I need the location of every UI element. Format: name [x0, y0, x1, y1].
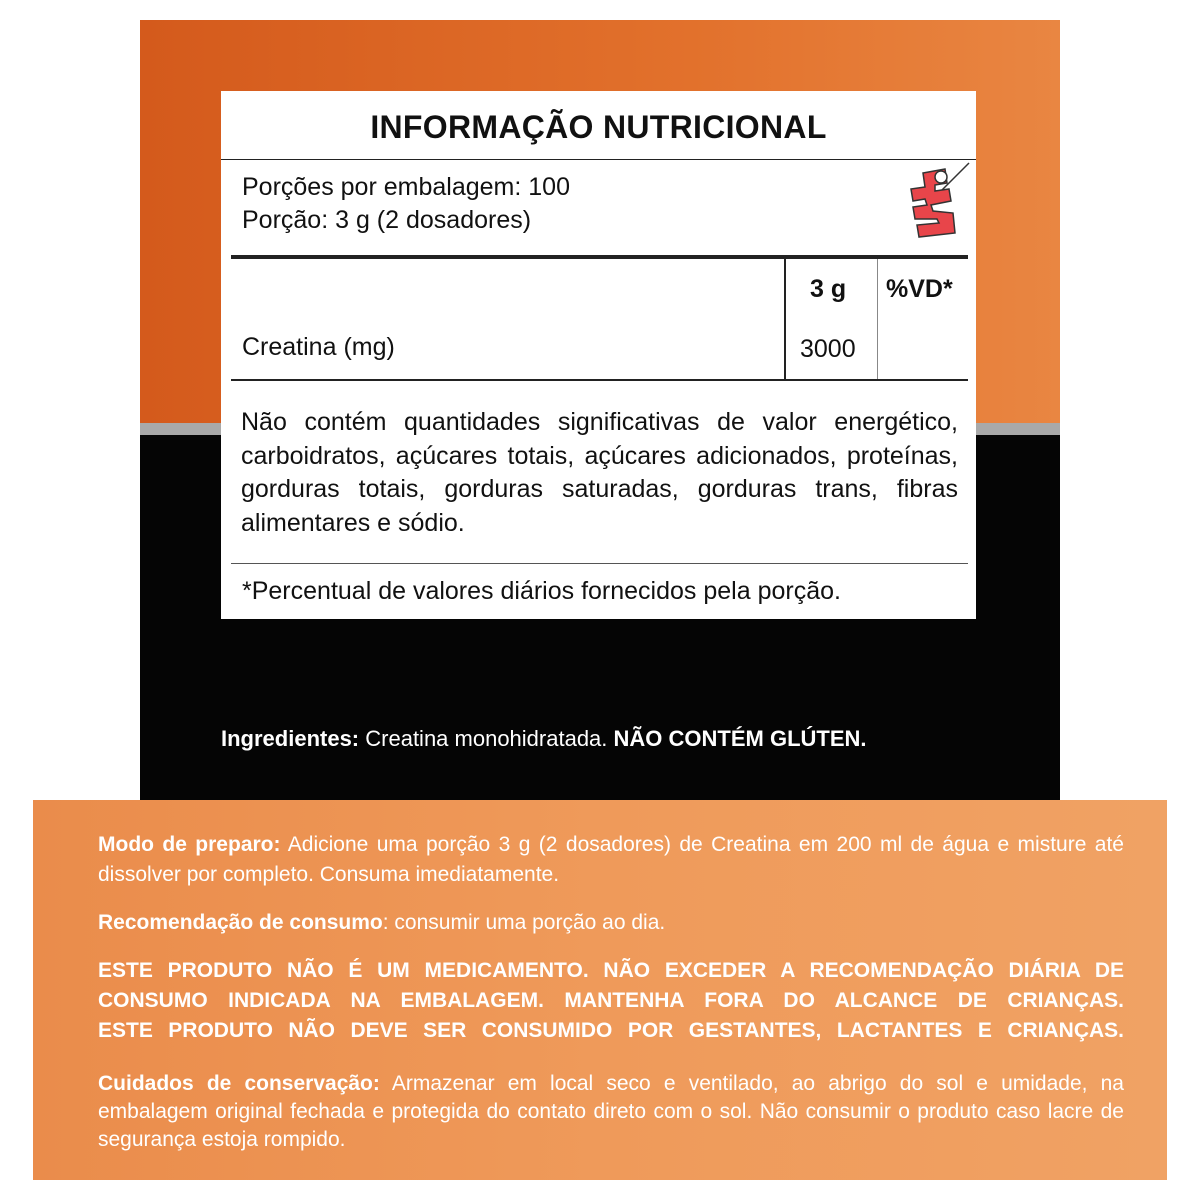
ingredients-text: Creatina monohidratada. — [359, 726, 614, 751]
serving-size: Porção: 3 g (2 dosadores) — [242, 206, 532, 234]
ingredients-label: Ingredientes: — [221, 726, 360, 751]
ingredients-line — [221, 726, 867, 752]
warning-line-2: CONSUMO INDICADA NA EMBALAGEM. MANTENHA FORA DO ALCANCE DE CRIANÇAS. — [98, 989, 1124, 1012]
storage-text: Armazenar em local seco e ventilado, ao abrigo do sol e umidade, na embalagem original fechada e protegida do contato direto com o sol. Não consumir o produto caso lacre de segurança estoja rompido. — [98, 1072, 1124, 1151]
gluten-warning: NÃO CONTÉM GLÚTEN. — [613, 726, 867, 751]
athlete-logo-icon — [901, 161, 971, 243]
preparation-paragraph — [98, 830, 1124, 890]
dv-footnote: *Percentual de valores diários fornecidos pela porção. — [242, 577, 841, 605]
table-title: INFORMAÇÃO NUTRICIONAL — [370, 109, 827, 145]
column-header-portion: 3 g — [810, 275, 847, 303]
rows-divider — [231, 379, 968, 381]
row-creatina-label: Creatina (mg) — [242, 333, 395, 361]
footnote-divider — [231, 563, 968, 564]
column-divider-2 — [877, 259, 878, 379]
servings-per-package: Porções por embalagem: 100 — [242, 173, 570, 201]
header-thick-divider — [231, 255, 968, 259]
storage-label: Cuidados de conservação: — [98, 1072, 380, 1095]
preparation-label: Modo de preparo: — [98, 833, 281, 856]
column-header-dv: %VD* — [886, 275, 953, 303]
storage-paragraph — [98, 1070, 1124, 1154]
recommendation-text: : consumir uma porção ao dia. — [382, 911, 666, 934]
warning-line-3: ESTE PRODUTO NÃO DEVE SER CONSUMIDO POR GESTANTES, LACTANTES E CRIANÇAS. — [98, 1019, 1124, 1042]
nutrition-facts-table — [221, 91, 976, 619]
row-creatina-value: 3000 — [800, 335, 856, 363]
column-divider-1 — [784, 259, 786, 379]
recommendation-paragraph — [98, 908, 1124, 938]
not-significant-disclaimer: Não contém quantidades significativas de valor energético, carboidratos, açúcares totais, açúcares adicionados, proteínas, gorduras totais, gorduras saturadas, gorduras trans, fibras alimentares e sódio. — [241, 408, 958, 537]
preparation-text: Adicione uma porção 3 g (2 dosadores) de Creatina em 200 ml de água e misture até dissolver por completo. Consuma imediatamente. — [98, 833, 1124, 886]
title-divider — [221, 159, 976, 160]
recommendation-label: Recomendação de consumo — [98, 911, 383, 934]
warning-line-1: ESTE PRODUTO NÃO É UM MEDICAMENTO. NÃO EXCEDER A RECOMENDAÇÃO DIÁRIA DE — [98, 959, 1124, 982]
